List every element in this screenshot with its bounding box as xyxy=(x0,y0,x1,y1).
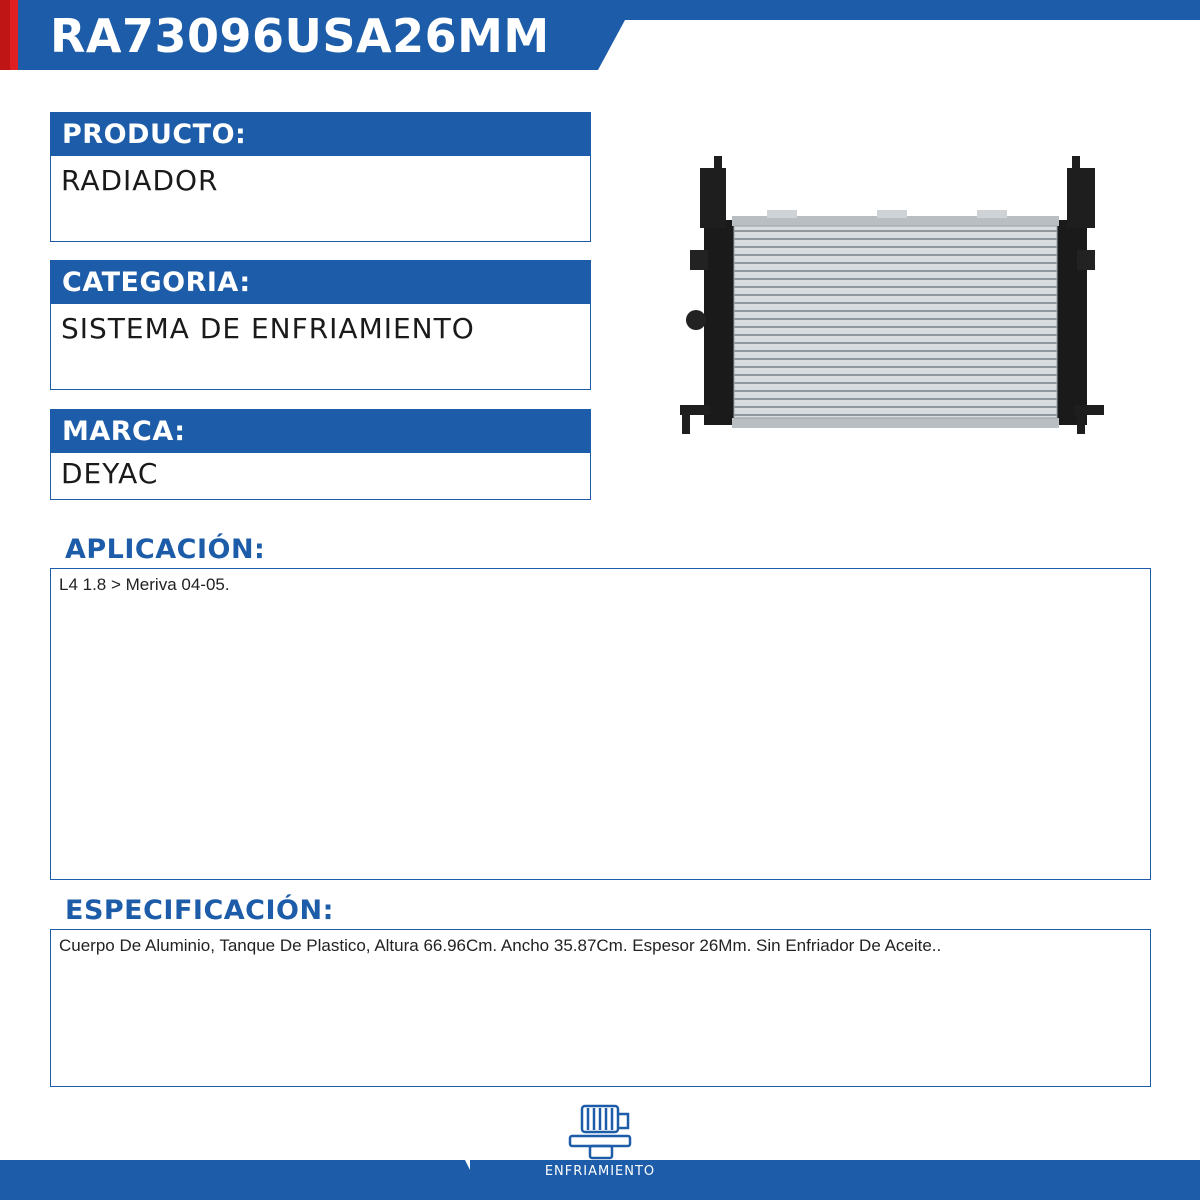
footer-category-label: ENFRIAMIENTO xyxy=(544,1164,656,1179)
specification-title: ESPECIFICACIÓN: xyxy=(65,895,334,926)
application-box xyxy=(50,568,1151,880)
specification-box xyxy=(50,929,1151,1087)
product-value: RADIADOR xyxy=(50,156,591,242)
part-number-title: RA73096USA26MM xyxy=(50,9,550,63)
product-label: PRODUCTO: xyxy=(50,112,591,156)
category-field xyxy=(50,260,591,390)
category-value: SISTEMA DE ENFRIAMIENTO xyxy=(50,304,591,390)
application-title: APLICACIÓN: xyxy=(65,534,266,565)
application-text: L4 1.8 > Meriva 04-05. xyxy=(59,575,230,594)
category-label: CATEGORIA: xyxy=(50,260,591,304)
brand-label: MARCA: xyxy=(50,409,591,453)
product-field xyxy=(50,112,591,242)
radiator-fan-icon xyxy=(566,1102,636,1162)
specification-text: Cuerpo De Aluminio, Tanque De Plastico, Altura 66.96Cm. Ancho 35.87Cm. Espesor 26Mm. Sin Enfriador De Aceite.. xyxy=(59,936,942,955)
brand-value: DEYAC xyxy=(50,453,591,500)
radiator-image xyxy=(672,150,1112,440)
brand-field xyxy=(50,409,591,500)
